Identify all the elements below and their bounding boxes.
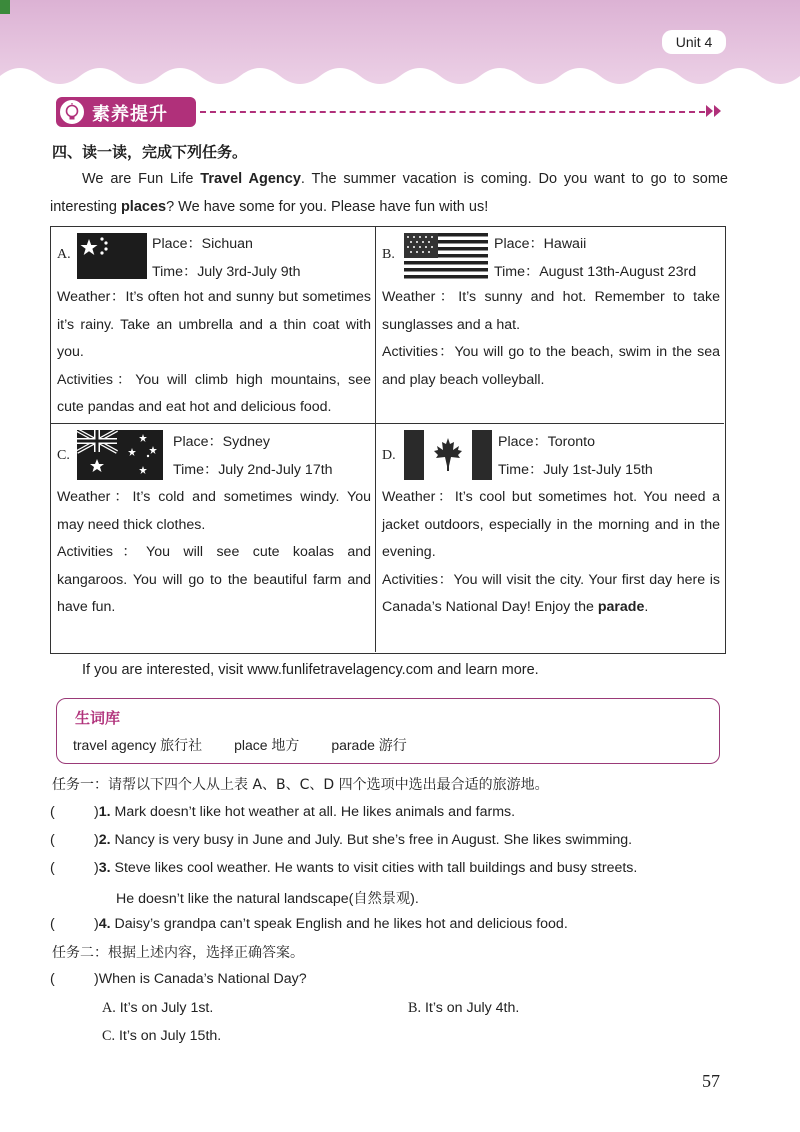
option-keyword-parade: parade xyxy=(597,599,645,615)
question-text: Mark doesn’t like hot weather at all. He likes animals and farms. xyxy=(110,804,516,820)
option-b-cell xyxy=(376,227,724,424)
page-number: 57 xyxy=(702,1071,720,1091)
option-d-cell xyxy=(376,424,724,652)
double-arrow-icon xyxy=(706,103,724,119)
vocabulary-list xyxy=(73,735,435,755)
question-number: 3. xyxy=(98,860,111,876)
option-place: Place：Sichuan xyxy=(152,236,253,252)
option-weather: Weather：It’s cool but sometimes hot. You need a jacket outdoors, especially in the morning and in the evening. xyxy=(382,489,720,560)
option-time: Time：July 1st-July 15th xyxy=(498,462,653,478)
vocab-en: parade xyxy=(331,737,375,753)
choice-text: It’s on July 1st. xyxy=(115,1000,214,1016)
vocab-cn: 游行 xyxy=(378,738,407,754)
destinations-table xyxy=(50,226,726,654)
option-activities: Activities：You will climb high mountains, see cute pandas and eat hot and delicious food. xyxy=(57,371,371,415)
answer-paren-open[interactable]: ( xyxy=(50,971,55,987)
option-c-cell xyxy=(51,424,376,652)
option-place: Place：Hawaii xyxy=(494,236,587,252)
answer-paren-close: ) xyxy=(94,971,99,987)
china-flag-icon xyxy=(77,233,147,279)
intro-keyword-places: places xyxy=(120,199,167,215)
vocab-cn: 旅行社 xyxy=(160,738,203,754)
section-divider xyxy=(200,111,705,113)
option-weather: Weather：It’s often hot and sunny but sometimes it’s rainy. Take an umbrella and a thin coat with you. xyxy=(57,289,371,360)
vocab-item xyxy=(73,737,202,753)
answer-paren-close: ) xyxy=(94,832,99,848)
vocabulary-title: 生词库 xyxy=(75,709,121,727)
choice-b[interactable] xyxy=(408,1000,519,1017)
option-letter: B. xyxy=(382,247,395,262)
option-letter: D. xyxy=(382,448,396,463)
task-heading: 四、读一读，完成下列任务。 xyxy=(52,143,248,161)
choice-c[interactable] xyxy=(102,1028,221,1045)
answer-paren-close: ) xyxy=(94,860,99,876)
question-number: 2. xyxy=(98,832,111,848)
option-time: Time：July 2nd-July 17th xyxy=(173,462,333,478)
question-1 xyxy=(50,804,515,820)
choice-a[interactable] xyxy=(102,1000,213,1017)
intro-paragraph xyxy=(50,165,728,221)
answer-paren-open[interactable]: ( xyxy=(50,916,55,932)
choice-text: It’s on July 15th. xyxy=(115,1028,222,1044)
option-time: Time：August 13th-August 23rd xyxy=(494,264,697,280)
task2-question xyxy=(50,971,307,987)
lightbulb-icon xyxy=(58,98,86,126)
answer-paren-open[interactable]: ( xyxy=(50,832,55,848)
question-text: Daisy’s grandpa can’t speak English and he likes hot and delicious food. xyxy=(110,916,568,932)
question-text: Nancy is very busy in June and July. But she’s free in August. She likes swimming. xyxy=(110,832,633,848)
vocab-cn: 地方 xyxy=(271,738,300,754)
vocab-en: place xyxy=(234,737,268,753)
vocab-item xyxy=(234,737,299,753)
section-badge xyxy=(56,97,196,127)
option-weather: Weather：It’s sunny and hot. Remember to take sunglasses and a hat. xyxy=(382,289,720,333)
question-text: Steve likes cool weather. He wants to visit cities with tall buildings and busy streets. xyxy=(110,860,638,876)
usa-flag-icon xyxy=(404,233,488,279)
question-4 xyxy=(50,916,568,932)
section-title: 素养提升 xyxy=(92,104,168,125)
answer-paren-open[interactable]: ( xyxy=(50,860,55,876)
intro-text: . The summer vacation is coming. Do you want to go to some interesting xyxy=(50,171,728,215)
vocabulary-box xyxy=(56,698,720,764)
choice-label: B. xyxy=(408,1000,422,1016)
question-3 xyxy=(50,860,637,876)
australia-flag-icon xyxy=(77,430,163,480)
answer-paren-close: ) xyxy=(94,916,99,932)
question-text: He doesn’t like the natural landscape(自然景观). xyxy=(116,891,419,907)
intro-text: ? We have some for you. Please have fun with us! xyxy=(166,199,489,215)
option-place: Place：Toronto xyxy=(498,434,595,450)
vocab-en: travel agency xyxy=(73,737,157,753)
option-place: Place：Sydney xyxy=(173,434,270,450)
question-3-continuation xyxy=(116,888,419,908)
option-time: Time：July 3rd-July 9th xyxy=(152,264,301,280)
answer-paren-open[interactable]: ( xyxy=(50,804,55,820)
question-2 xyxy=(50,832,632,848)
option-a-cell xyxy=(51,227,376,424)
unit-label: Unit 4 xyxy=(662,30,726,54)
intro-text: We are Fun Life xyxy=(82,171,201,187)
option-activities: Activities：You will go to the beach, swim in the sea and play beach volleyball. xyxy=(382,344,720,388)
intro-keyword-travel-agency: Travel Agency xyxy=(200,171,301,187)
option-weather: Weather：It’s cold and sometimes windy. You may need thick clothes. xyxy=(57,489,371,533)
canada-flag-icon xyxy=(404,430,492,480)
option-activities-text: Activities：You will visit the city. Your first day here is Canada’s National Day! Enjoy the xyxy=(382,571,720,615)
choice-label: C. xyxy=(102,1028,116,1044)
question-number: 1. xyxy=(98,804,111,820)
vocab-item xyxy=(331,737,406,753)
answer-paren-close: ) xyxy=(94,804,99,820)
question-number: 4. xyxy=(98,916,111,932)
visit-line: If you are interested, visit www.funlifetravelagency.com and learn more. xyxy=(82,662,539,678)
choice-text: It’s on July 4th. xyxy=(421,1000,520,1016)
choice-label: A. xyxy=(102,1000,116,1016)
question-text: When is Canada’s National Day? xyxy=(98,971,307,987)
task1-title: 任务一：请帮以下四个人从上表 A、B、C、D 四个选项中选出最合适的旅游地。 xyxy=(52,777,549,793)
option-activities: Activities：You will see cute koalas and kangaroos. You will go to the beautiful farm and have fun. xyxy=(57,544,371,615)
option-activities-text: . xyxy=(644,599,649,615)
option-activities xyxy=(382,567,720,622)
option-letter: A. xyxy=(57,247,71,262)
task2-title: 任务二：根据上述内容，选择正确答案。 xyxy=(52,945,304,961)
option-letter: C. xyxy=(57,448,70,463)
